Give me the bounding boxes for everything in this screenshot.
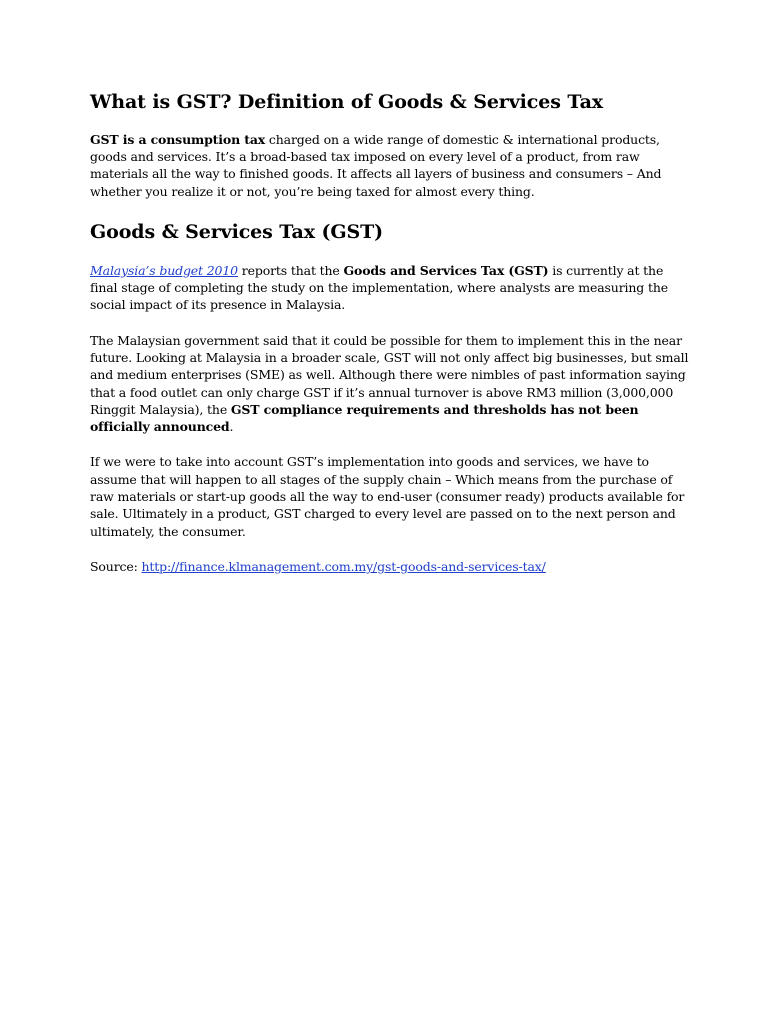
budget-paragraph xyxy=(90,262,690,314)
government-text-b: . xyxy=(229,419,234,435)
article-title: What is GST? Definition of Goods & Services Tax xyxy=(90,91,604,113)
intro-paragraph xyxy=(90,131,690,200)
section-heading: Goods & Services Tax (GST) xyxy=(90,220,384,243)
source-line xyxy=(90,558,690,575)
budget-text-b: is currently at the final stage of completing the study on the implementation, where analysts are measuring the social impact of its presence in Malaysia. xyxy=(90,262,668,313)
government-bold-text: GST compliance requirements and thresholds has not been officially announced xyxy=(90,401,639,435)
government-paragraph xyxy=(90,332,690,436)
supply-chain-paragraph: If we were to take into account GST’s implementation into goods and services, we have to assume that will happen to all stages of the supply chain – Which means from the purchase of raw materials or start-up goods all the way to end-user (consumer ready) products available for sale. Ultimately in a product, GST charged to every level are passed on to the next person and ultimately, the consumer. xyxy=(90,454,685,539)
budget-text-a: reports that the xyxy=(237,262,344,278)
government-text-a: The Malaysian government said that it could be possible for them to implement this in the near future. Looking at Malaysia in a broader scale, GST will not only affect big businesses, but small and medium enterprises (SME) as well. Although there were nimbles of past information saying that a food outlet can only charge GST if it’s annual turnover is above RM3 million (3,000,000 Ringgit Malaysia), the xyxy=(90,332,689,417)
source-link[interactable]: http://finance.klmanagement.com.my/gst-goods-and-services-tax/ xyxy=(141,558,546,574)
intro-text: charged on a wide range of domestic & international products, goods and services. It’s a broad-based tax imposed on every level of a product, from raw materials all the way to finished goods. It affects all layers of business and consumers – And whether you realize it or not, you’re being taxed for almost every thing. xyxy=(90,131,662,199)
document-page xyxy=(90,91,690,593)
intro-bold-lead: GST is a consumption tax xyxy=(90,131,266,147)
budget-2010-link[interactable]: Malaysia’s budget 2010 xyxy=(90,262,238,278)
budget-bold-text: Goods and Services Tax (GST) xyxy=(343,262,549,278)
source-label: Source: xyxy=(90,558,142,574)
